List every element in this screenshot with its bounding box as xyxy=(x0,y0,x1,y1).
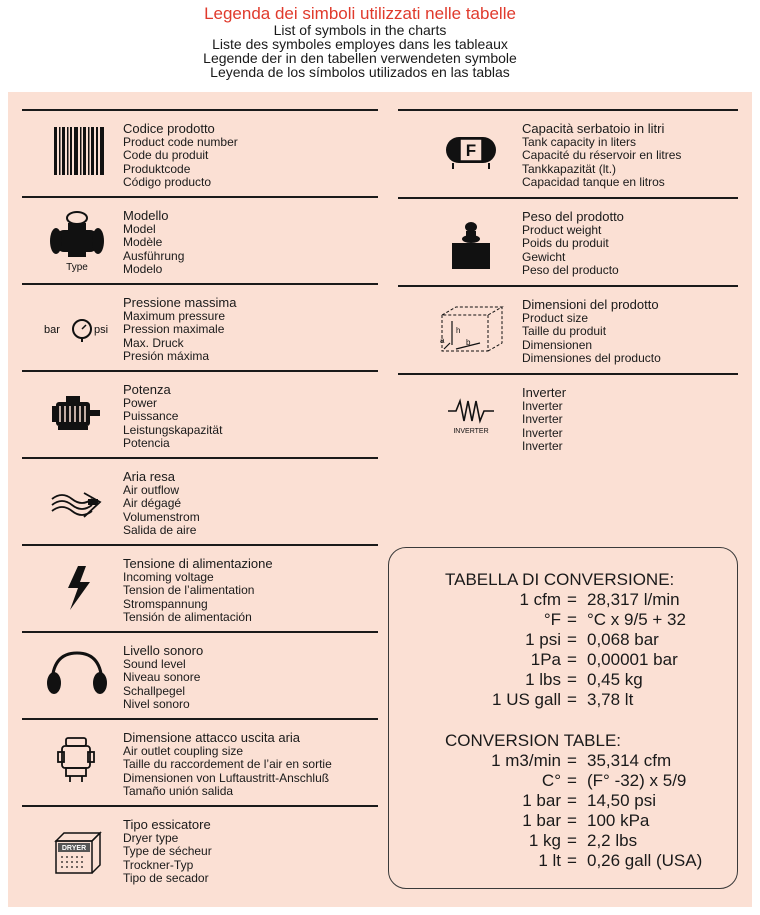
conversion-equals: = xyxy=(567,831,577,850)
right-symbol-list xyxy=(398,109,738,461)
entry-line-es: Nivel sonoro xyxy=(123,697,190,712)
motor-icon xyxy=(42,384,112,446)
symbol-entry-max-pressure xyxy=(22,283,378,370)
entry-line-fr: Code du produit xyxy=(123,148,209,163)
conversion-rhs: 14,50 psi xyxy=(587,791,656,810)
symbol-entry-voltage xyxy=(22,544,378,631)
conversion-lhs: 1 kg xyxy=(528,831,561,850)
entry-line-fr: Puissance xyxy=(123,409,179,424)
conversion-lhs: 1Pa xyxy=(530,650,561,669)
entry-line-en: Air outlet coupling size xyxy=(123,743,244,758)
conversion-row xyxy=(389,811,739,831)
entry-line-de: Tankkapazität (lt.) xyxy=(522,161,617,176)
conversion-row xyxy=(389,771,739,791)
air-coupling-icon xyxy=(42,732,112,794)
entry-line-es: Presión máxima xyxy=(123,349,210,364)
pressure-gauge-icon xyxy=(42,297,112,359)
compressor-model-icon xyxy=(42,210,112,272)
symbol-entry-dryer-type xyxy=(22,805,378,892)
dryer-icon-label: DRYER xyxy=(61,845,87,852)
dim-b-label: b xyxy=(466,338,471,347)
entry-line-fr: Taille du raccordement de l’air en sortie xyxy=(123,757,332,772)
conversion-rhs: 3,78 lt xyxy=(587,690,634,709)
conversion-equals: = xyxy=(567,811,577,830)
entry-line-it: Livello sonoro xyxy=(123,643,204,658)
model-icon-caption: Type xyxy=(66,262,88,272)
conversion-rhs: 2,2 lbs xyxy=(587,831,638,850)
conversion-rhs: 0,26 gall (USA) xyxy=(587,851,703,870)
gauge-psi-label: psi xyxy=(94,324,109,336)
symbol-entry-product-size xyxy=(398,285,738,373)
dimensions-box-icon xyxy=(436,299,506,361)
conversion-rhs: 100 kPa xyxy=(587,811,650,830)
entry-line-it: Potenza xyxy=(123,382,171,397)
conversion-row xyxy=(389,650,739,670)
conversion-equals: = xyxy=(567,851,577,870)
conversion-equals: = xyxy=(567,610,577,629)
entry-line-en: Sound level xyxy=(123,656,186,671)
entry-line-de: Dimensionen von Luftaustritt-Anschluß xyxy=(123,770,330,785)
entry-line-it: Inverter xyxy=(522,385,567,400)
conversion-table xyxy=(388,547,738,889)
entry-line-it: Aria resa xyxy=(123,469,176,484)
entry-line-de: Volumenstrom xyxy=(123,509,200,524)
entry-line-es: Tensión de alimentación xyxy=(123,610,252,625)
barcode-icon xyxy=(42,123,112,185)
conversion-row xyxy=(389,670,739,690)
left-symbol-list xyxy=(22,109,378,892)
page-header xyxy=(0,4,720,79)
conversion-rhs: 28,317 l/min xyxy=(587,590,680,609)
conversion-lhs: 1 bar xyxy=(522,811,561,830)
conversion-row xyxy=(389,610,739,630)
entry-line-en: Inverter xyxy=(522,398,563,413)
entry-line-it: Dimensioni del prodotto xyxy=(522,297,659,312)
entry-line-de: Trockner-Typ xyxy=(123,857,194,872)
symbol-entry-sound-level xyxy=(22,631,378,718)
entry-line-es: Tamaño unión salida xyxy=(123,784,234,799)
entry-line-en: Product code number xyxy=(123,134,238,149)
entry-line-es: Dimensiones del producto xyxy=(522,351,661,366)
conversion-rhs: 0,45 kg xyxy=(587,670,643,689)
conversion-lhs: 1 lbs xyxy=(525,670,561,689)
conversion-row xyxy=(389,630,739,650)
conversion-equals: = xyxy=(567,650,577,669)
conversion-equals: = xyxy=(567,670,577,689)
legend-subtitle-de: Legende der in den tabellen verwendeten symbole xyxy=(203,50,517,66)
entry-line-fr: Modèle xyxy=(123,235,163,250)
conversion-lhs: 1 US gall xyxy=(492,690,561,709)
entry-line-it: Tensione di alimentazione xyxy=(123,556,273,571)
entry-line-de: Inverter xyxy=(522,425,563,440)
weight-icon xyxy=(436,211,506,273)
entry-line-it: Pressione massima xyxy=(123,295,237,310)
entry-line-fr: Capacité du réservoir en litres xyxy=(522,148,682,163)
symbol-entry-product-weight xyxy=(398,197,738,285)
symbol-entry-inverter xyxy=(398,373,738,461)
conversion-lhs: 1 m3/min xyxy=(491,751,561,770)
headphones-icon xyxy=(42,645,112,707)
conversion-equals: = xyxy=(567,590,577,609)
symbol-entry-model xyxy=(22,196,378,283)
entry-line-en: Maximum pressure xyxy=(123,308,226,323)
conversion-equals: = xyxy=(567,771,577,790)
entry-line-de: Max. Druck xyxy=(123,335,184,350)
entry-line-it: Peso del prodotto xyxy=(522,209,624,224)
conversion-equals: = xyxy=(567,751,577,770)
legend-panel xyxy=(8,92,752,907)
conversion-lhs: 1 bar xyxy=(522,791,561,810)
symbol-entry-power xyxy=(22,370,378,457)
air-outflow-icon xyxy=(42,471,112,533)
legend-subtitle-en: List of symbols in the charts xyxy=(273,22,447,38)
fuel-tank-icon xyxy=(436,123,506,185)
conversion-rhs: 0,068 bar xyxy=(587,630,659,649)
entry-line-fr: Poids du produit xyxy=(522,236,609,251)
entry-line-fr: Taille du produit xyxy=(522,324,607,339)
conversion-rhs: °C x 9/5 + 32 xyxy=(587,610,686,629)
dim-h-label: h xyxy=(456,326,461,335)
entry-line-it: Modello xyxy=(123,208,169,223)
inverter-wave-icon xyxy=(436,387,506,449)
entry-line-fr: Air dégagé xyxy=(123,496,182,511)
conversion-row xyxy=(389,791,739,811)
entry-line-it: Codice prodotto xyxy=(123,121,215,136)
entry-line-en: Dryer type xyxy=(123,830,179,845)
entry-line-en: Product size xyxy=(522,310,589,325)
conversion-row xyxy=(389,831,739,851)
entry-line-es: Modelo xyxy=(123,262,163,277)
symbol-entry-air-coupling xyxy=(22,718,378,805)
gauge-bar-label: bar xyxy=(44,324,60,336)
conversion-equals: = xyxy=(567,791,577,810)
conversion-lhs: C° xyxy=(541,771,561,790)
entry-line-fr: Pression maximale xyxy=(123,322,225,337)
entry-line-de: Dimensionen xyxy=(522,337,593,352)
entry-line-es: Inverter xyxy=(522,439,563,454)
entry-line-en: Product weight xyxy=(522,222,602,237)
conversion-lhs: 1 cfm xyxy=(519,590,561,609)
entry-line-fr: Type de sécheur xyxy=(123,844,212,859)
entry-line-es: Peso del producto xyxy=(522,263,619,278)
conversion-row xyxy=(389,851,739,871)
entry-line-de: Produktcode xyxy=(123,161,191,176)
entry-line-de: Leistungskapazität xyxy=(123,422,223,437)
inverter-icon-caption: INVERTER xyxy=(453,428,489,435)
entry-line-es: Potencia xyxy=(123,436,170,451)
entry-line-de: Gewicht xyxy=(522,249,566,264)
dryer-box-icon xyxy=(42,819,112,881)
entry-line-fr: Inverter xyxy=(522,412,563,427)
conversion-lhs: 1 lt xyxy=(538,851,561,870)
conversion-rhs: (F° -32) x 5/9 xyxy=(587,771,687,790)
entry-line-it: Tipo essicatore xyxy=(123,817,211,832)
conversion-equals: = xyxy=(567,690,577,709)
entry-line-de: Ausführung xyxy=(123,248,185,263)
lightning-bolt-icon xyxy=(42,558,112,620)
entry-line-en: Incoming voltage xyxy=(123,569,214,584)
entry-line-it: Capacità serbatoio in litri xyxy=(522,121,665,136)
legend-subtitle-fr: Liste des symboles employes dans les tableaux xyxy=(212,36,508,52)
entry-line-en: Power xyxy=(123,395,158,410)
conversion-equals: = xyxy=(567,630,577,649)
entry-line-fr: Tension de l’alimentation xyxy=(123,583,255,598)
legend-subtitle-es: Leyenda de los símbolos utilizados en las tablas xyxy=(210,64,510,80)
entry-line-es: Tipo de secador xyxy=(123,871,209,886)
conversion-row xyxy=(389,751,739,771)
conversion-row xyxy=(389,590,739,610)
entry-line-de: Schallpegel xyxy=(123,683,186,698)
entry-line-fr: Niveau sonore xyxy=(123,670,201,685)
conversion-row xyxy=(389,690,739,710)
conversion-title-it: TABELLA DI CONVERSIONE: xyxy=(445,570,675,589)
entry-line-es: Código producto xyxy=(123,175,212,190)
entry-line-en: Air outflow xyxy=(123,482,180,497)
conversion-rhs: 35,314 cfm xyxy=(587,751,672,770)
symbol-entry-tank-capacity xyxy=(398,109,738,197)
conversion-title-en: CONVERSION TABLE: xyxy=(445,731,622,750)
entry-line-it: Dimensione attacco uscita aria xyxy=(123,730,301,745)
conversion-lhs: 1 psi xyxy=(525,630,561,649)
symbol-entry-air-outflow xyxy=(22,457,378,544)
legend-title: Legenda dei simboli utilizzati nelle tabelle xyxy=(204,4,516,23)
entry-line-en: Tank capacity in liters xyxy=(522,134,637,149)
entry-line-de: Stromspannung xyxy=(123,596,208,611)
entry-line-en: Model xyxy=(123,221,156,236)
entry-line-es: Capacidad tanque en litros xyxy=(522,175,665,190)
conversion-rhs: 0,00001 bar xyxy=(587,650,678,669)
symbol-entry-product-code xyxy=(22,109,378,196)
tank-icon-letter: F xyxy=(465,141,477,160)
conversion-lhs: °F xyxy=(543,610,561,629)
dim-a-label: a xyxy=(440,336,445,345)
entry-line-es: Salida de aire xyxy=(123,523,197,538)
